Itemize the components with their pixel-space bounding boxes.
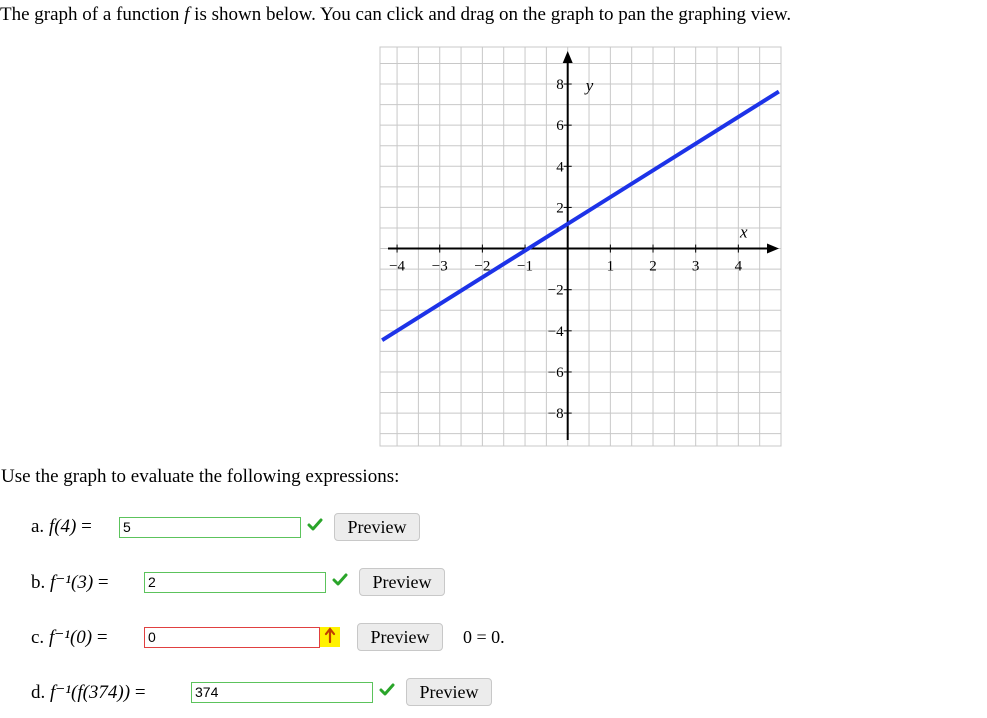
x-axis-arrow-icon	[767, 244, 779, 254]
question-a	[31, 516, 92, 538]
question-c-label: c.	[31, 627, 45, 648]
question-a-label: a.	[31, 516, 45, 537]
y-tick-label: −6	[547, 364, 564, 381]
question-c-expression: f⁻¹(0)	[48, 627, 93, 648]
question-b	[31, 571, 109, 594]
question-d-label: d.	[31, 682, 46, 703]
x-tick-label: 1	[606, 258, 615, 275]
x-tick-label: 4	[734, 258, 743, 275]
question-a-equals: =	[81, 516, 92, 537]
y-tick-label: −2	[547, 282, 564, 299]
y-tick-label: −4	[547, 323, 564, 340]
x-axis-label: x	[740, 222, 748, 242]
question-b-equals: =	[97, 572, 109, 593]
preview-d-button[interactable]: Preview	[406, 678, 492, 706]
answer-a-input[interactable]: 5	[119, 517, 301, 538]
answer-d-input[interactable]: 374	[191, 682, 373, 703]
y-tick-label: 2	[556, 200, 564, 217]
x-tick-label: 2	[649, 258, 657, 275]
y-axis-label: y	[585, 76, 594, 95]
question-c	[31, 626, 108, 649]
answer-c-input[interactable]: 0	[144, 627, 320, 648]
y-axis-arrow-icon	[563, 51, 573, 63]
intro-function-name: f	[184, 4, 190, 25]
intro-text: The graph of a function	[0, 4, 180, 25]
question-b-expression: f⁻¹(3)	[50, 572, 94, 593]
question-a-expression: f(4)	[48, 516, 77, 537]
question-d-equals: =	[134, 682, 146, 703]
answer-c-echo: 0 = 0.	[463, 627, 505, 647]
question-d-expression: f⁻¹(f(374))	[50, 682, 131, 703]
graph-line-layer	[382, 92, 779, 341]
preview-b-button[interactable]: Preview	[359, 568, 445, 596]
y-tick-label: 4	[556, 159, 564, 176]
answer-b-correct-icon	[330, 573, 350, 593]
answer-c-warning-icon	[320, 627, 340, 647]
answer-d-correct-icon	[377, 683, 397, 703]
intro-tail: is shown below. You can click and drag on the graph to pan the graphing view.	[194, 4, 792, 25]
preview-a-button[interactable]: Preview	[334, 513, 420, 541]
x-tick-label: 3	[691, 258, 700, 275]
x-tick-label: −1	[517, 258, 534, 275]
preview-c-button[interactable]: Preview	[357, 623, 443, 651]
y-tick-label: 8	[556, 77, 564, 94]
question-d	[31, 681, 146, 704]
question-c-equals: =	[96, 627, 108, 648]
y-tick-label: 6	[556, 118, 564, 135]
answer-b-input[interactable]: 2	[144, 572, 326, 593]
question-b-label: b.	[31, 572, 46, 593]
evaluate-prompt: Use the graph to evaluate the following expressions:	[1, 466, 400, 487]
x-tick-label: −4	[389, 258, 406, 275]
graph-axes	[388, 51, 779, 440]
function-line	[382, 92, 779, 341]
x-tick-label: −2	[474, 258, 491, 275]
x-tick-label: −3	[431, 258, 448, 275]
y-tick-label: −8	[547, 406, 564, 423]
answer-a-correct-icon	[305, 518, 325, 538]
